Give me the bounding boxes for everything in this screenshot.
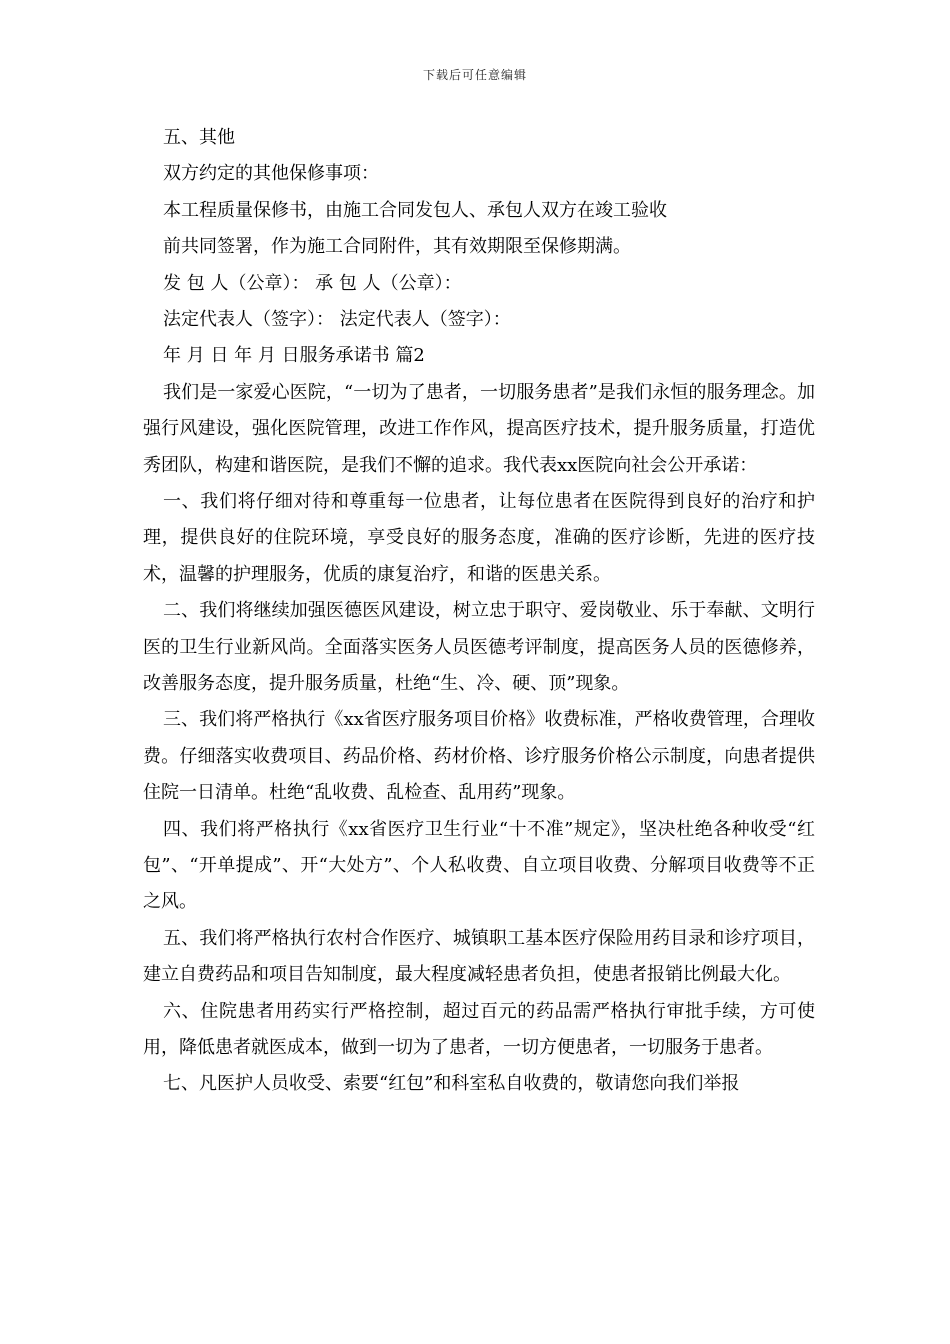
paragraph-item-1: 一、我们将仔细对待和尊重每一位患者，让每位患者在医院得到良好的治疗和护理，提供良好的住院环境，享受良好的服务态度，准确的医疗诊断，先进的医疗技术，温馨的护理服务，优质的康复治疗，和谐的医患关系。 [143, 490, 815, 585]
paragraph-intro: 我们是一家爱心医院，“一切为了患者，一切服务患者”是我们永恒的服务理念。加强行风建设，强化医院管理，改进工作作风，提高医疗技术，提升服务质量，打造优秀团队，构建和谐医院，是我们不懈的追求。我代表xx医院向社会公开承诺： [143, 381, 815, 476]
paragraph-item-2: 二、我们将继续加强医德医风建设，树立忠于职守、爱岗敬业、乐于奉献、文明行医的卫生行业新风尚。全面落实医务人员医德考评制度，提高医务人员的医德修养，改善服务态度，提升服务质量，杜绝“生、冷、硬、顶”现象。 [143, 600, 815, 694]
document-body [143, 120, 815, 1103]
signature-line-seal: 发 包 人（公章）： 承 包 人（公章）： [163, 272, 462, 294]
page-header: 下载后可任意编辑 [422, 68, 527, 82]
paragraph-item-6: 六、住院患者用药实行严格控制，超过百元的药品需严格执行审批手续，方可使用，降低患者就医成本，做到一切为了患者，一切方便患者，一切服务于患者。 [143, 1000, 815, 1059]
date-and-title-line: 年 月 日 年 月 日服务承诺书 篇2 [163, 345, 425, 367]
text-line: 双方约定的其他保修事项： [163, 163, 379, 185]
paragraph-item-4: 四、我们将严格执行《xx省医疗卫生行业“十不准”规定》，坚决杜绝各种收受“红包”、“开单提成”、开“大处方”、个人私收费、自立项目收费、分解项目收费等不正之风。 [143, 818, 815, 913]
text-line: 本工程质量保修书，由施工合同发包人、承包人双方在竣工验收 [163, 199, 667, 221]
paragraph-item-5: 五、我们将严格执行农村合作医疗、城镇职工基本医疗保险用药目录和诊疗项目，建立自费药品和项目告知制度，最大程度减轻患者负担，使患者报销比例最大化。 [143, 927, 815, 986]
section-heading: 五、其他 [163, 127, 235, 148]
text-line: 前共同签署，作为施工合同附件，其有效期限至保修期满。 [163, 236, 631, 258]
paragraph-item-7: 七、凡医护人员收受、索要“红包”和科室私自收费的，敬请您向我们举报 [163, 1073, 740, 1095]
paragraph-item-3: 三、我们将严格执行《xx省医疗服务项目价格》收费标准，严格收费管理，合理收费。仔细落实收费项目、药品价格、药材价格、诊疗服务价格公示制度，向患者提供住院一日清单。杜绝“乱收费、乱检查、乱用药”现象。 [143, 709, 815, 804]
signature-line-representative: 法定代表人（签字）： 法定代表人（签字）： [163, 308, 511, 330]
